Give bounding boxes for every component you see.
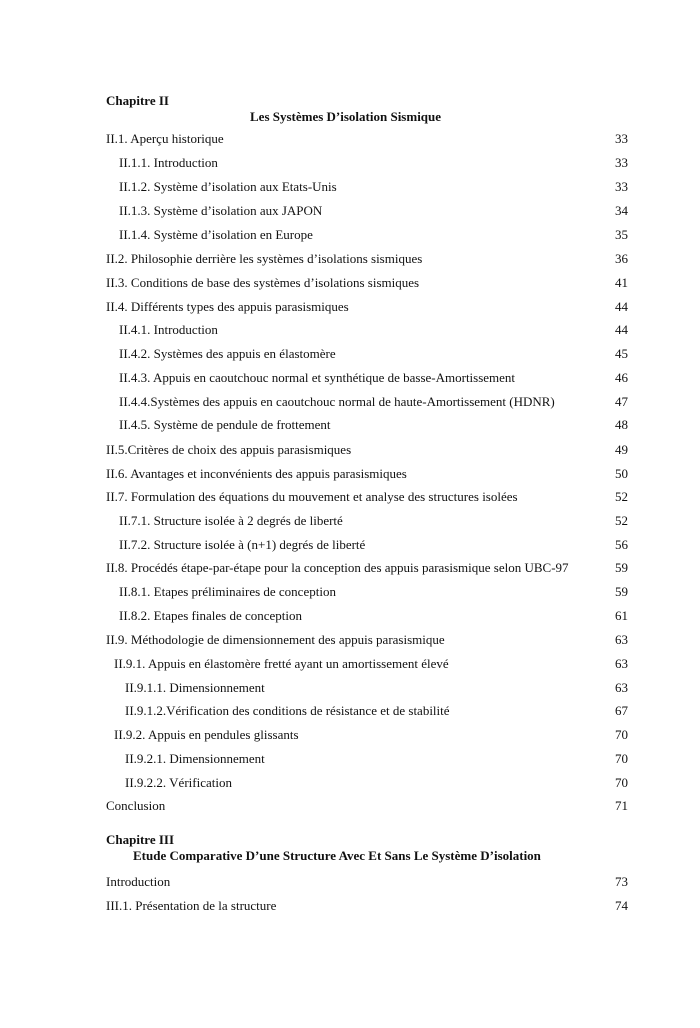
toc-entry-title: II.9.1. Appuis en élastomère fretté ayant un amortissement élevé [114,656,449,671]
toc-entry-page: 67 [615,703,628,718]
toc-entry[interactable] [0,536,700,554]
toc-entry-page: 70 [615,727,628,742]
toc-entry-title: II.4. Différents types des appuis parasismiques [106,299,349,314]
toc-entry-title: II.9.1.1. Dimensionnement [125,680,265,695]
toc-entry-title: II.9.1.2.Vérification des conditions de résistance et de stabilité [125,703,450,718]
toc-entry-title: II.1.2. Système d’isolation aux Etats-Unis [119,179,337,194]
toc-entry-page: 70 [615,775,628,790]
toc-entry[interactable] [0,416,700,434]
toc-entry-page: 34 [615,203,628,218]
toc-entry-page: 73 [615,874,628,889]
toc-entry-title: II.9.2.2. Vérification [125,775,232,790]
toc-entry[interactable] [0,226,700,244]
toc-entry[interactable] [0,897,700,915]
toc-entry[interactable] [0,154,700,172]
toc-entry-title: II.3. Conditions de base des systèmes d’isolations sismiques [106,275,420,290]
toc-entry-title: II.7.1. Structure isolée à 2 degrés de liberté [119,513,343,528]
toc-entry-page: 33 [615,131,628,146]
chapter-label: Chapitre III [106,832,175,847]
toc-entry[interactable] [0,873,700,891]
toc-entry-title: II.4.5. Système de pendule de frottement [119,417,331,432]
toc-entry-page: 70 [615,751,628,766]
toc-entry-title: II.1.3. Système d’isolation aux JAPON [119,203,323,218]
toc-entry-title: II.6. Avantages et inconvénients des appuis parasismiques [106,466,407,481]
toc-entry[interactable] [0,774,700,792]
toc-entry-page: 33 [615,179,628,194]
toc-entry-page: 35 [615,227,628,242]
toc-entry[interactable] [0,797,700,815]
toc-entry-page: 44 [615,299,628,314]
toc-entry-page: 59 [615,584,628,599]
toc-entry[interactable] [0,369,700,387]
toc-entry[interactable] [0,607,700,625]
toc-entry-page: 45 [615,346,628,361]
toc-entry-page: 44 [615,322,628,337]
toc-entry[interactable] [0,559,700,577]
toc-entry[interactable] [0,631,700,649]
toc-entry-title: II.7.2. Structure isolée à (n+1) degrés de liberté [119,537,366,552]
toc-entry[interactable] [0,655,700,673]
toc-entry[interactable] [0,512,700,530]
toc-entry-title: II.2. Philosophie derrière les systèmes d’isolations sismiques [106,251,423,266]
toc-entry[interactable] [0,393,700,411]
toc-entry-title: II.8. Procédés étape-par-étape pour la conception des appuis parasismique selon UBC-97 [106,560,569,575]
toc-entry[interactable] [0,488,700,506]
toc-entry-page: 71 [615,798,628,813]
toc-entry[interactable] [0,726,700,744]
toc-entry-title: II.1.1. Introduction [119,155,218,170]
toc-entry-page: 56 [615,537,628,552]
chapter-label: Chapitre II [106,93,169,108]
toc-entry-title: II.1.4. Système d’isolation en Europe [119,227,313,242]
toc-entry-title: II.4.1. Introduction [119,322,218,337]
toc-entry[interactable] [0,298,700,316]
toc-entry-page: 47 [615,394,628,409]
chapter-title: Les Systèmes D’isolation Sismique [250,109,442,124]
toc-entry-title: II.1. Aperçu historique [106,131,224,146]
toc-entry[interactable] [0,345,700,363]
toc-entry[interactable] [0,130,700,148]
toc-entry-title: II.9.2. Appuis en pendules glissants [114,727,299,742]
toc-entry-page: 59 [615,560,628,575]
toc-entry-title: II.4.3. Appuis en caoutchouc normal et synthétique de basse-Amortissement [119,370,516,385]
toc-entry-title: II.8.1. Etapes préliminaires de conception [119,584,336,599]
toc-entry-page: 33 [615,155,628,170]
toc-entry[interactable] [0,250,700,268]
toc-entry[interactable] [0,178,700,196]
toc-entry[interactable] [0,465,700,483]
toc-entry[interactable] [0,441,700,459]
toc-entry[interactable] [0,750,700,768]
toc-entry-page: 63 [615,656,628,671]
toc-entry-title: II.4.2. Systèmes des appuis en élastomère [119,346,336,361]
toc-entry[interactable] [0,202,700,220]
toc-entry-title: Introduction [106,874,171,889]
toc-entry[interactable] [0,679,700,697]
toc-entry[interactable] [0,583,700,601]
toc-entry-title: II.4.4.Systèmes des appuis en caoutchouc normal de haute-Amortissement (HDNR) [119,394,555,409]
toc-entry-title: II.9. Méthodologie de dimensionnement des appuis parasismique [106,632,445,647]
toc-entry-title: II.9.2.1. Dimensionnement [125,751,265,766]
toc-entry[interactable] [0,321,700,339]
toc-entry-title: II.7. Formulation des équations du mouvement et analyse des structures isolées [106,489,518,504]
toc-entry-page: 49 [615,442,628,457]
toc-entry[interactable] [0,274,700,292]
toc-entry-page: 36 [615,251,628,266]
toc-entry-page: 50 [615,466,628,481]
toc-entry-page: 46 [615,370,628,385]
toc-entry-title: II.5.Critères de choix des appuis parasismiques [106,442,352,457]
toc-entry-page: 52 [615,489,628,504]
toc-entry[interactable] [0,702,700,720]
toc-entry-page: 48 [615,417,628,432]
toc-entry-page: 74 [615,898,628,913]
toc-entry-title: III.1. Présentation de la structure [106,898,277,913]
toc-entry-title: II.8.2. Etapes finales de conception [119,608,303,623]
toc-entry-title: Conclusion [106,798,166,813]
chapter-title: Etude Comparative D’une Structure Avec Et Sans Le Système D’isolation [133,848,541,863]
toc-entry-page: 41 [615,275,628,290]
toc-entry-page: 63 [615,680,628,695]
toc-entry-page: 52 [615,513,628,528]
toc-entry-page: 63 [615,632,628,647]
toc-entry-page: 61 [615,608,628,623]
